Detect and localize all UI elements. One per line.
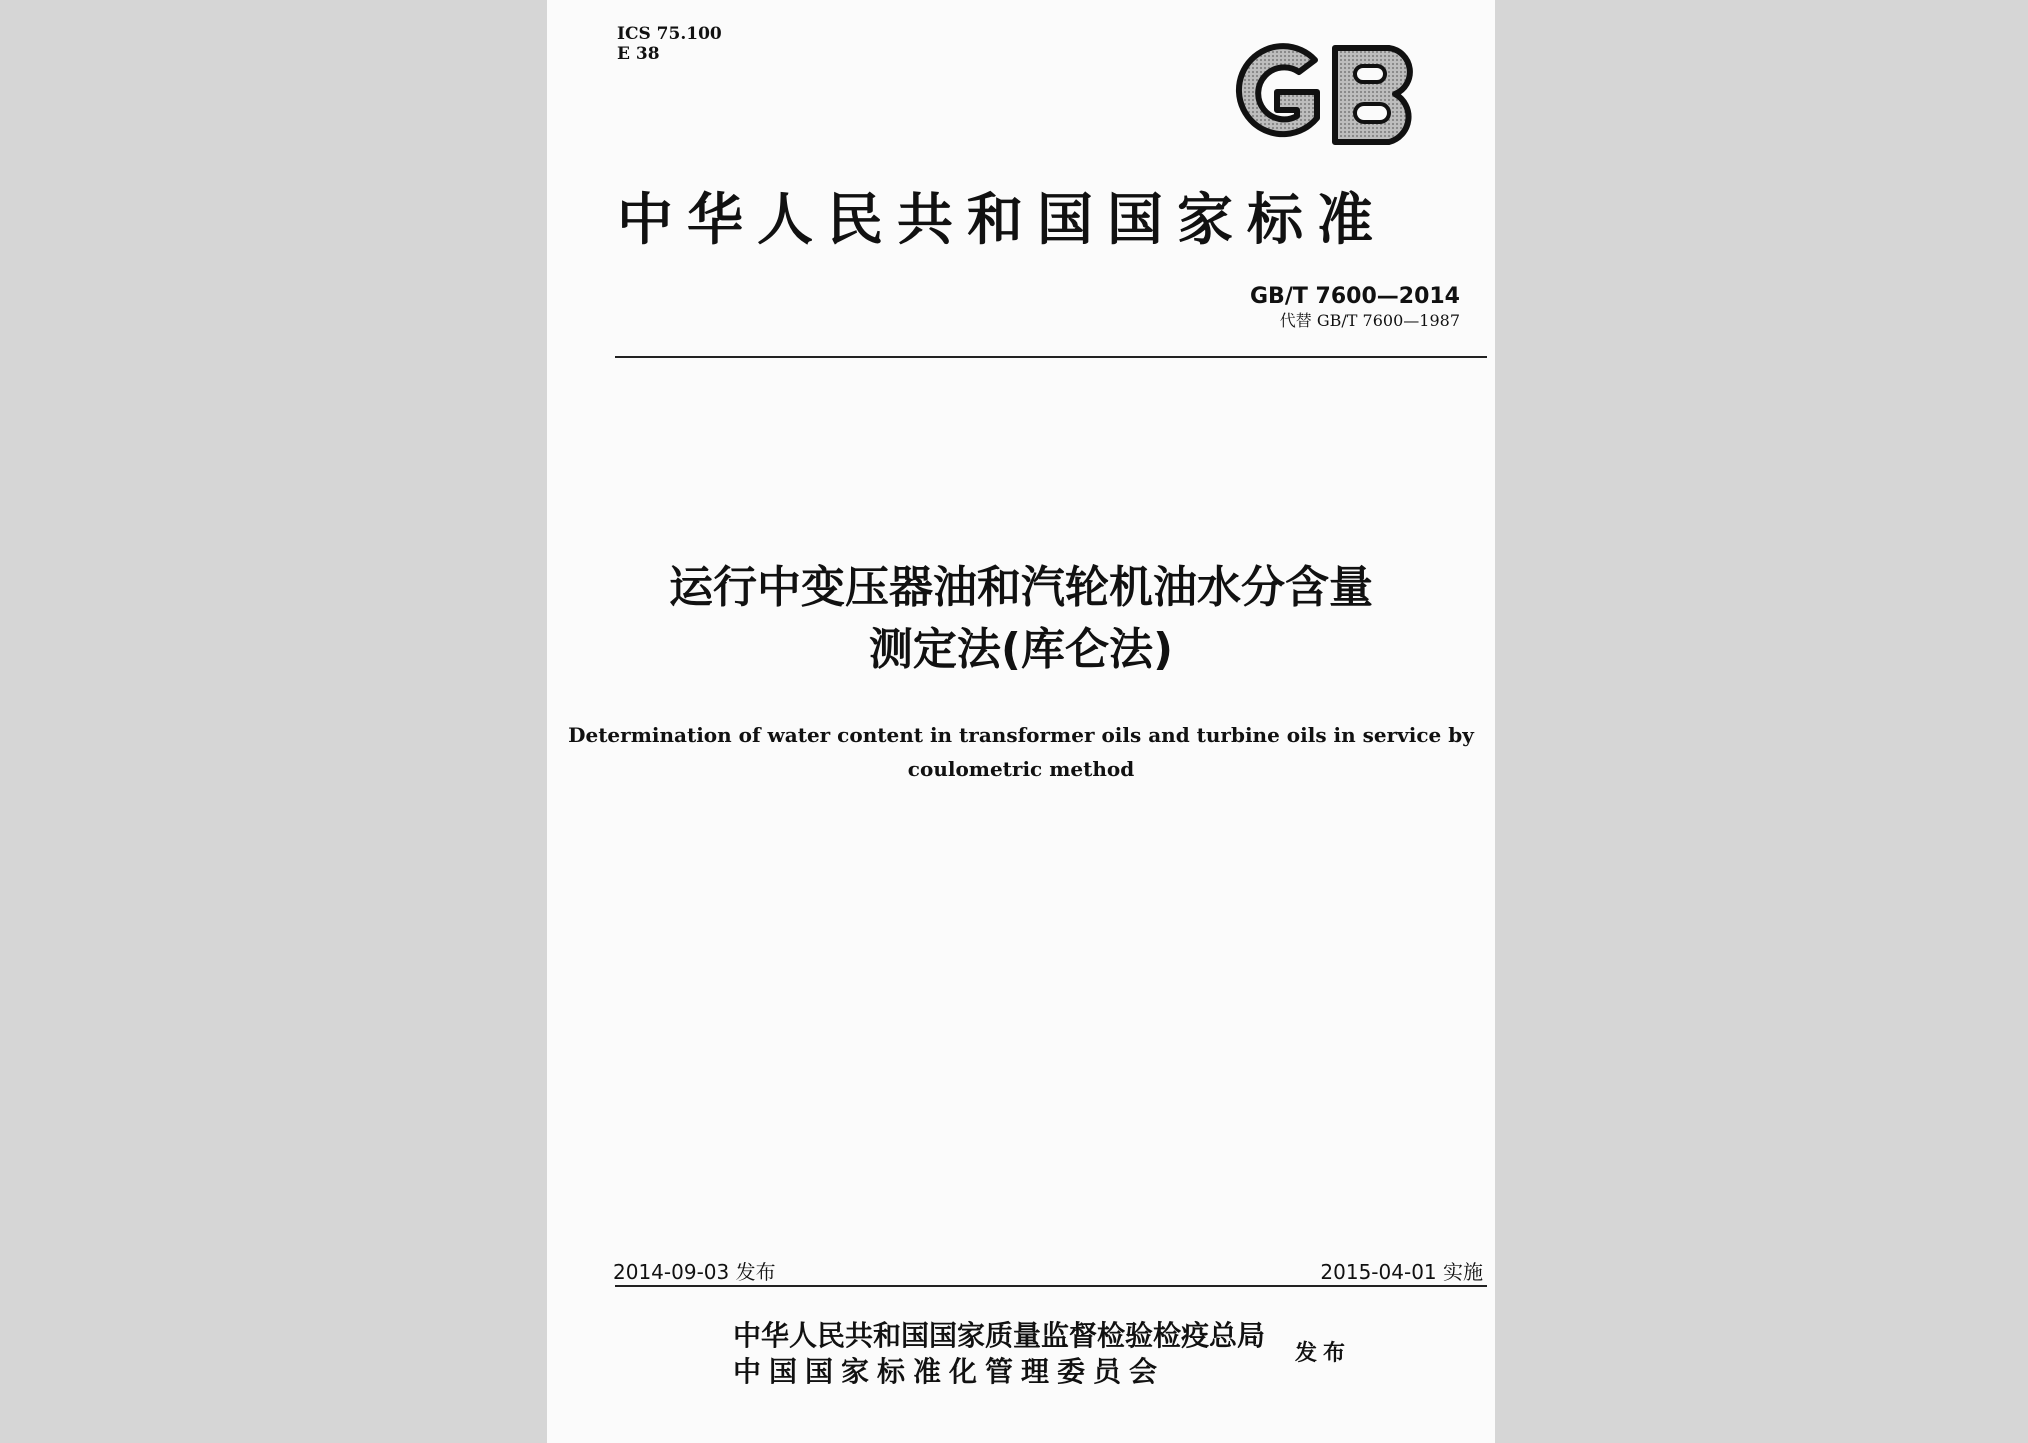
standard-number: GB/T 7600—2014 xyxy=(1250,284,1460,309)
issuer-sac: 中国国家标准化管理委员会 xyxy=(733,1355,1166,1388)
document-cover-page xyxy=(547,0,1495,1443)
ccs-code: E 38 xyxy=(617,44,660,64)
gb-logo-text: GB xyxy=(1219,38,1221,39)
standard-number-block xyxy=(1250,283,1460,331)
footer-divider xyxy=(615,1285,1487,1287)
gb-logo xyxy=(1219,38,1431,150)
publish-label: 发布 xyxy=(1295,1340,1352,1366)
implementation-date: 2015-04-01 实施 xyxy=(1320,1260,1483,1284)
header-divider xyxy=(615,356,1487,358)
ics-code: ICS 75.100 xyxy=(617,24,722,44)
classification-codes xyxy=(617,24,722,64)
title-en-line1: Determination of water content in transformer oils and turbine oils in service by xyxy=(568,723,1474,747)
issue-date: 2014-09-03 发布 xyxy=(613,1260,776,1284)
issuer-aqsiq: 中华人民共和国国家质量监督检验检疫总局 xyxy=(733,1319,1266,1352)
title-cn-line1: 运行中变压器油和汽轮机油水分含量 xyxy=(669,562,1373,613)
title-en-line2: coulometric method xyxy=(907,757,1135,781)
title-cn-line2: 测定法(库仑法) xyxy=(868,624,1174,675)
replaces-standard: 代替 GB/T 7600—1987 xyxy=(1279,311,1460,330)
standard-type-heading: 中华人民共和国国家标准 xyxy=(617,187,1387,253)
